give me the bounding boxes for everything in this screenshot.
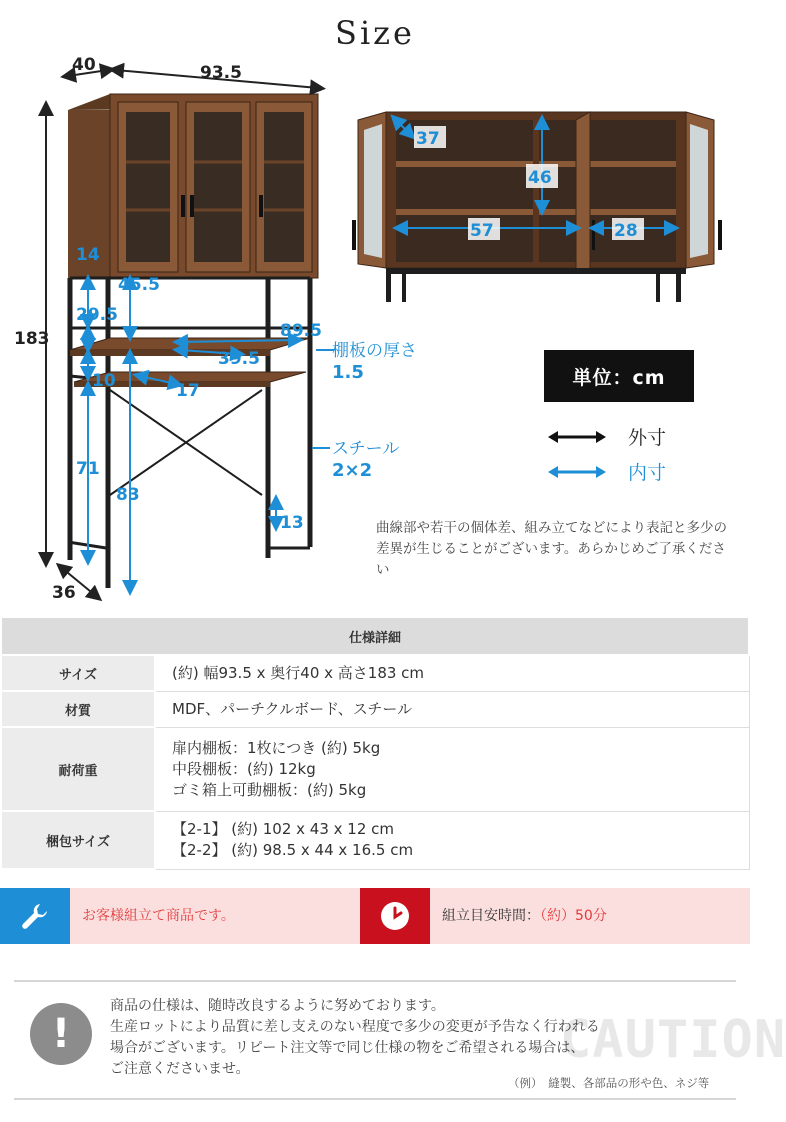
spec-key: 耐荷重 bbox=[1, 727, 155, 811]
legend-outer bbox=[548, 423, 666, 450]
dimension-note: 曲線部や若干の個体差、組み立てなどにより表記と多少の差異が生じることがございます。あらかじめご了承ください bbox=[376, 520, 727, 578]
spec-key: 梱包サイズ bbox=[1, 811, 155, 869]
caution-watermark: CAUTION bbox=[560, 1010, 786, 1070]
steel-value: 2×2 bbox=[332, 460, 373, 481]
dim-46: 46 bbox=[528, 168, 552, 188]
dim-28: 28 bbox=[614, 221, 638, 241]
table-row bbox=[1, 811, 749, 869]
legend-outer-label: 外寸 bbox=[628, 427, 667, 449]
dim-39-5: 39.5 bbox=[218, 349, 260, 369]
dim-14: 14 bbox=[76, 245, 100, 265]
blue-double-arrow-icon bbox=[548, 465, 606, 479]
spec-value: (約) 幅93.5 x 奥行40 x 高さ183 cm bbox=[155, 655, 749, 691]
dim-width-top: 93.5 bbox=[200, 63, 242, 83]
dim-83: 83 bbox=[116, 485, 140, 505]
table-row bbox=[1, 727, 749, 811]
clock-icon bbox=[360, 888, 430, 944]
shelf-thickness-value: 1.5 bbox=[332, 362, 364, 383]
table-row bbox=[1, 691, 749, 727]
assembly-time-value: （約）50分 bbox=[540, 908, 607, 924]
page-title: Size bbox=[335, 14, 415, 52]
spec-value: 扉内棚板：1枚につき (約) 5kg 中段棚板：(約) 12kg ゴミ箱上可動棚板：(約) 5kg bbox=[155, 727, 749, 811]
dim-height-total: 183 bbox=[14, 329, 50, 349]
assembly-time-label: 組立目安時間： bbox=[442, 908, 540, 924]
dim-13: 13 bbox=[280, 513, 304, 533]
spec-value: 【2-1】 (約) 102 x 43 x 12 cm 【2-2】 (約) 98.5 x 44 x 16.5 cm bbox=[155, 811, 749, 869]
shelf-thickness-label: 棚板の厚さ bbox=[332, 341, 417, 361]
spec-table bbox=[0, 616, 750, 870]
divider bbox=[14, 980, 736, 982]
black-double-arrow-icon bbox=[548, 430, 606, 444]
dim-17: 17 bbox=[176, 381, 200, 401]
assembly-text: お客様組立て商品です。 bbox=[82, 908, 235, 924]
caution-example: （例） 縫製、各部品の形や色、ネジ等 bbox=[508, 1076, 710, 1090]
dim-37: 37 bbox=[416, 129, 440, 149]
dim-45-5: 45.5 bbox=[118, 275, 160, 295]
spec-key: サイズ bbox=[1, 655, 155, 691]
top-cabinet bbox=[68, 94, 318, 278]
dim-29-5: 29.5 bbox=[76, 305, 118, 325]
dim-89-5: 89.5 bbox=[280, 321, 322, 341]
assembly-banner bbox=[0, 888, 360, 944]
caution-text: 商品の仕様は、随時改良するように努めております。 生産ロットにより品質に差し支えのない程度で多少の変更が予告なく行われる 場合がございます。リピート注文等で同じ仕様の物をご希望される場合は、 ご注意くださいませ。 bbox=[110, 998, 600, 1077]
dim-71: 71 bbox=[76, 459, 100, 479]
wrench-icon bbox=[0, 888, 70, 944]
dim-depth-top: 40 bbox=[72, 55, 96, 75]
spec-key: 材質 bbox=[1, 691, 155, 727]
legend-inner bbox=[548, 458, 666, 485]
spec-value: MDF、パーチクルボード、スチール bbox=[155, 691, 749, 727]
table-row bbox=[1, 655, 749, 691]
spec-header: 仕様詳細 bbox=[1, 617, 749, 655]
assembly-time-text bbox=[442, 905, 607, 925]
open-cabinet-diagram bbox=[352, 108, 724, 304]
divider bbox=[14, 1098, 736, 1100]
dim-57: 57 bbox=[470, 221, 494, 241]
dim-depth-bottom: 36 bbox=[52, 583, 76, 603]
exclamation-icon: ! bbox=[30, 1003, 92, 1065]
unit-box: 単位：cm bbox=[544, 350, 694, 402]
dim-10: 10 bbox=[92, 371, 116, 391]
assembly-time-banner bbox=[360, 888, 750, 944]
legend-inner-label: 内寸 bbox=[628, 462, 667, 484]
steel-label: スチール bbox=[332, 439, 400, 459]
